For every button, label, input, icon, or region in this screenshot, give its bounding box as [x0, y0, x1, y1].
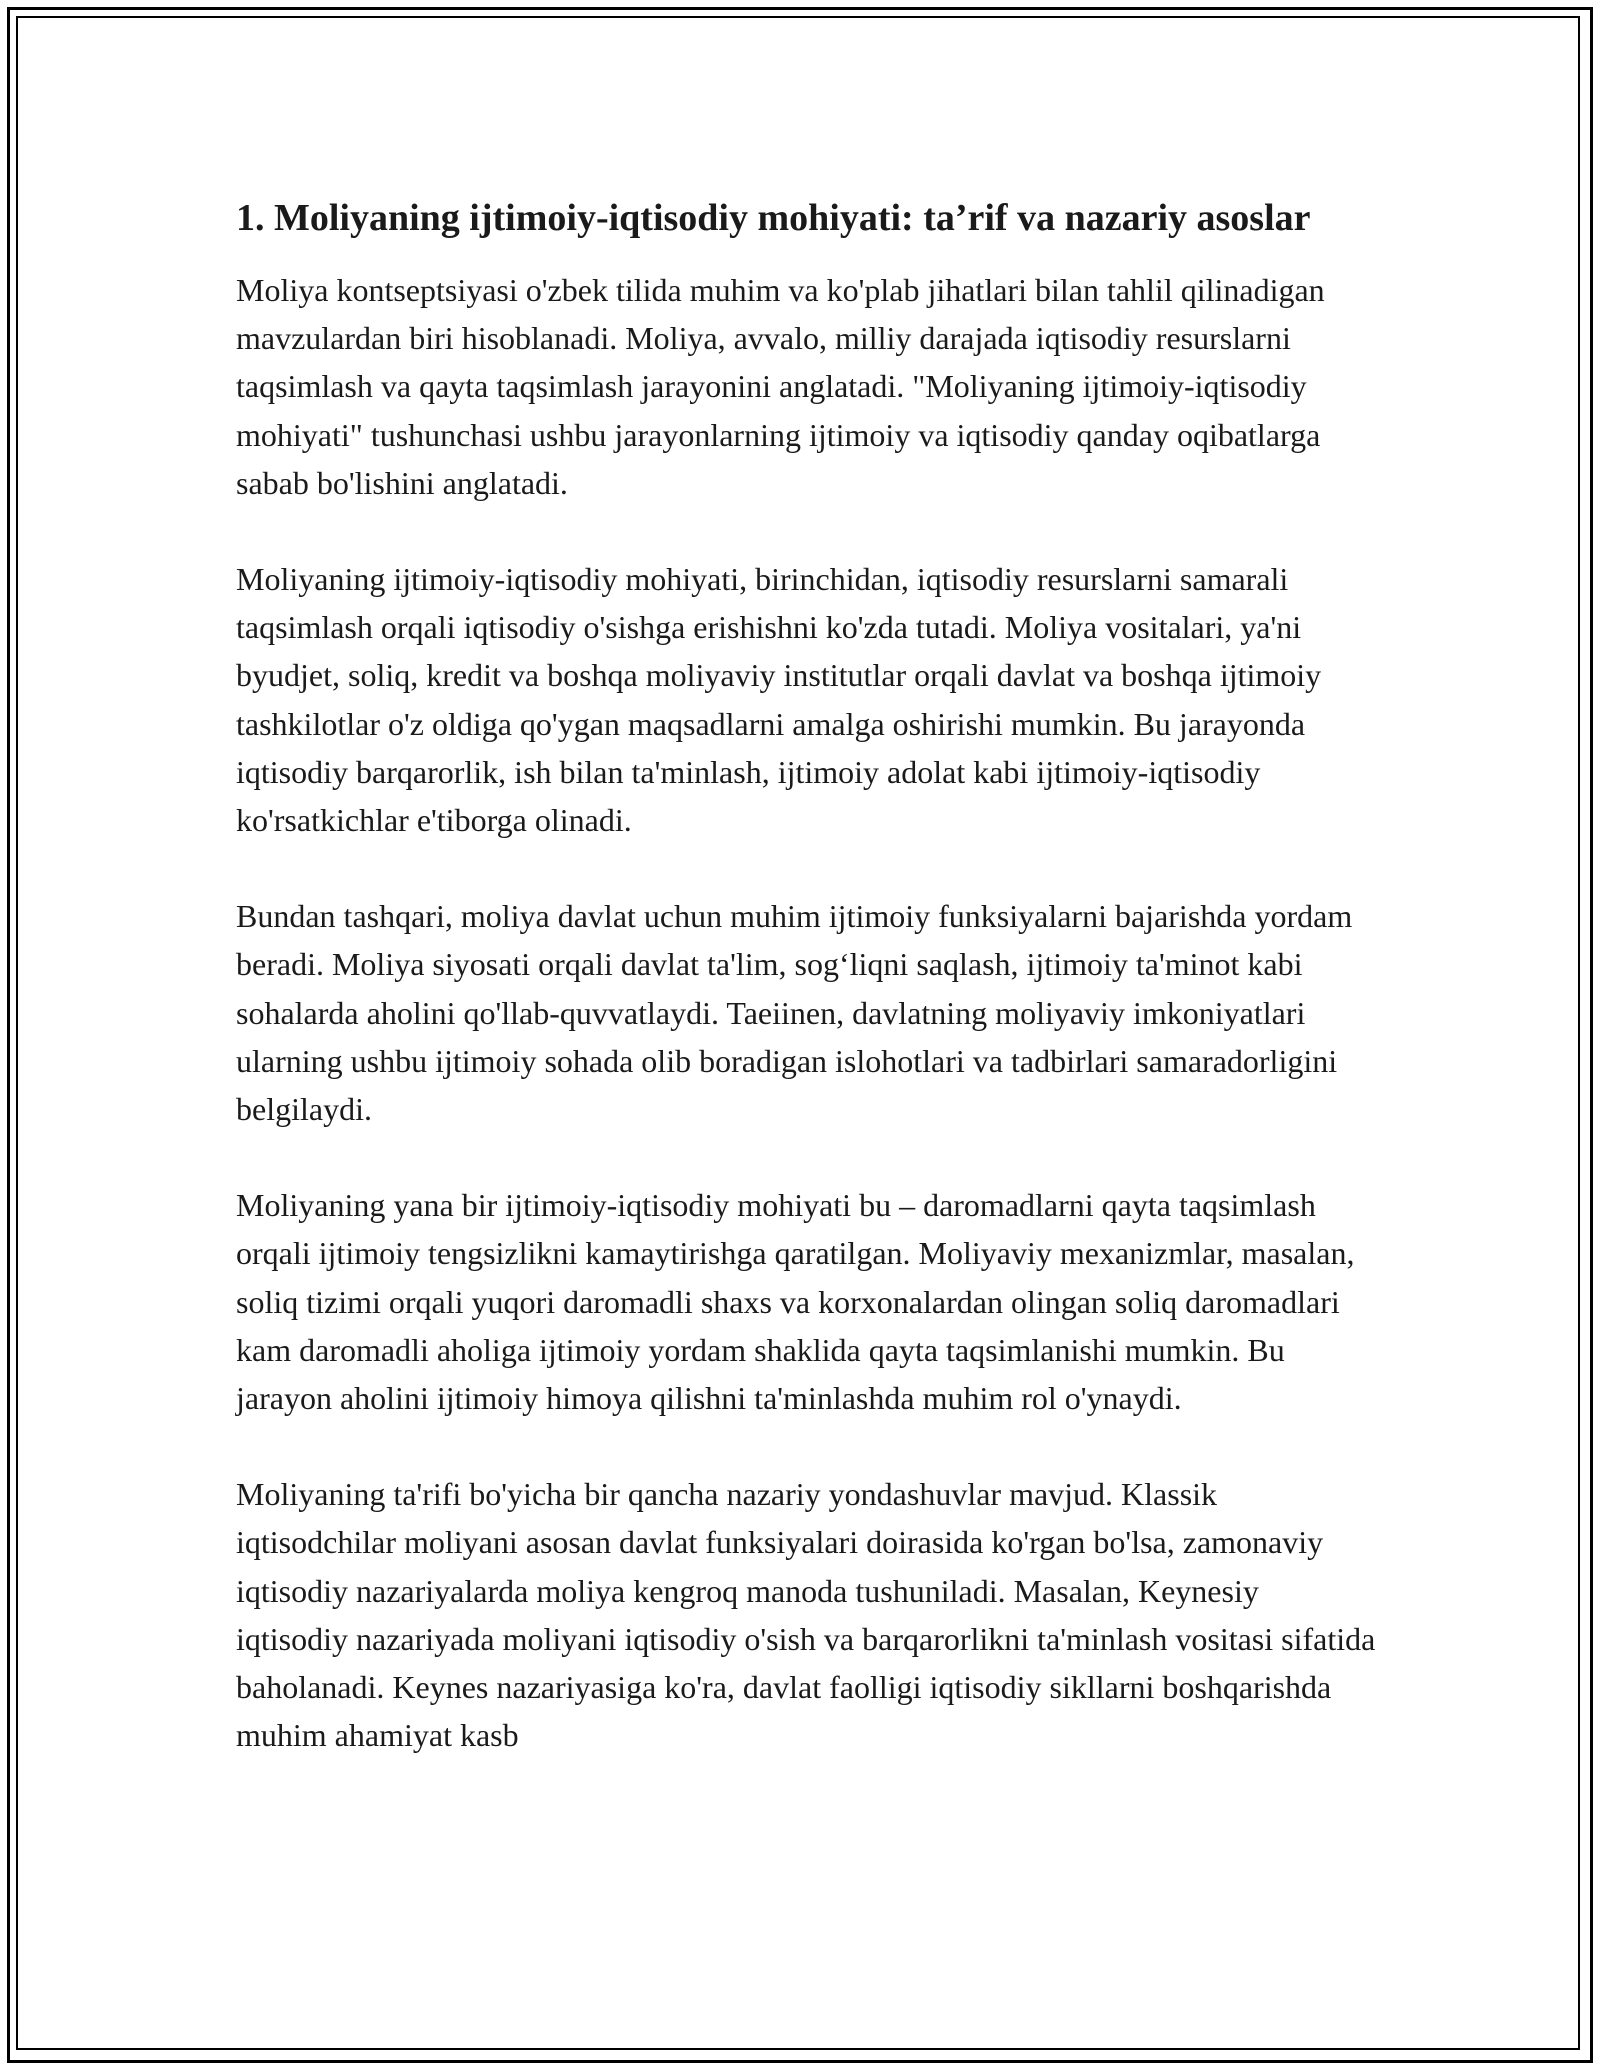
paragraph-1: Moliya kontseptsiyasi o'zbek tilida muhim va ko'plab jihatlari bilan tahlil qilinadigan mavzulardan biri hisoblanadi. Moliya, avvalo, milliy darajada iqtisodiy resurslarni taqsimlash va qayta taqsimlash jarayonini anglatadi. "Moliyaning ijtimoiy-iqtisodiy mohiyati" tushunchasi ushbu jarayonlarning ijtimoiy va iqtisodiy qanday oqibatlarga sabab bo'lishini anglatadi. — [236, 272, 1325, 501]
paragraph-3: Bundan tashqari, moliya davlat uchun muhim ijtimoiy funksiyalarni bajarishda yordam beradi. Moliya siyosati orqali davlat ta'lim, sog‘liqni saqlash, ijtimoiy ta'minot kabi sohalarda aholini qo'llab-quvvatlaydi. Taeiinen, davlatning moliyaviy imkoniyatlari ularning ushbu ijtimoiy sohada olib boradigan islohotlari va tadbirlari samaradorligini belgilaydi. — [236, 898, 1353, 1128]
paragraph-5: Moliyaning ta'rifi bo'yicha bir qancha nazariy yondashuvlar mavjud. Klassik iqtisodchilar moliyani asosan davlat funksiyalari doirasida ko'rgan bo'lsa, zamonaviy iqtisodiy nazariyalarda moliya kengroq manoda tushuniladi. Masalan, Keynesiy iqtisodiy nazariyada moliyani iqtisodiy o'sish va barqarorlikni ta'minlash vositasi sifatida baholanadi. Keynes nazariyasiga ko'ra, davlat faolligi iqtisodiy sikllarni boshqarishda muhim ahamiyat kasb — [236, 1476, 1376, 1754]
section-heading: 1. Moliyaning ijtimoiy-iqtisodiy mohiyati: ta’rif va nazariy asoslar — [236, 197, 1311, 239]
paragraph-4: Moliyaning yana bir ijtimoiy-iqtisodiy mohiyati bu – daromadlarni qayta taqsimlash orqali ijtimoiy tengsizlikni kamaytirishga qaratilgan. Moliyaviy mexanizmlar, masalan, soliq tizimi orqali yuqori daromadli shaxs va korxonalardan olingan soliq daromadlari kam daromadli aholiga ijtimoiy yordam shaklida qayta taqsimlanishi mumkin. Bu jarayon aholini ijtimoiy himoya qilishni ta'minlashda muhim rol o'ynaydi. — [236, 1187, 1355, 1417]
paragraph-2: Moliyaning ijtimoiy-iqtisodiy mohiyati, birinchidan, iqtisodiy resurslarni samarali taqsimlash orqali iqtisodiy o'sishga erishishni ko'zda tutadi. Moliya vositalari, ya'ni byudjet, soliq, kredit va boshqa moliyaviy institutlar orqali davlat va boshqa ijtimoiy tashkilotlar o'z oldiga qo'ygan maqsadlarni amalga oshirishi mumkin. Bu jarayonda iqtisodiy barqarorlik, ish bilan ta'minlash, ijtimoiy adolat kabi ijtimoiy-iqtisodiy ko'rsatkichlar e'tiborga olinadi. — [236, 561, 1322, 839]
document-body — [236, 190, 1376, 1807]
